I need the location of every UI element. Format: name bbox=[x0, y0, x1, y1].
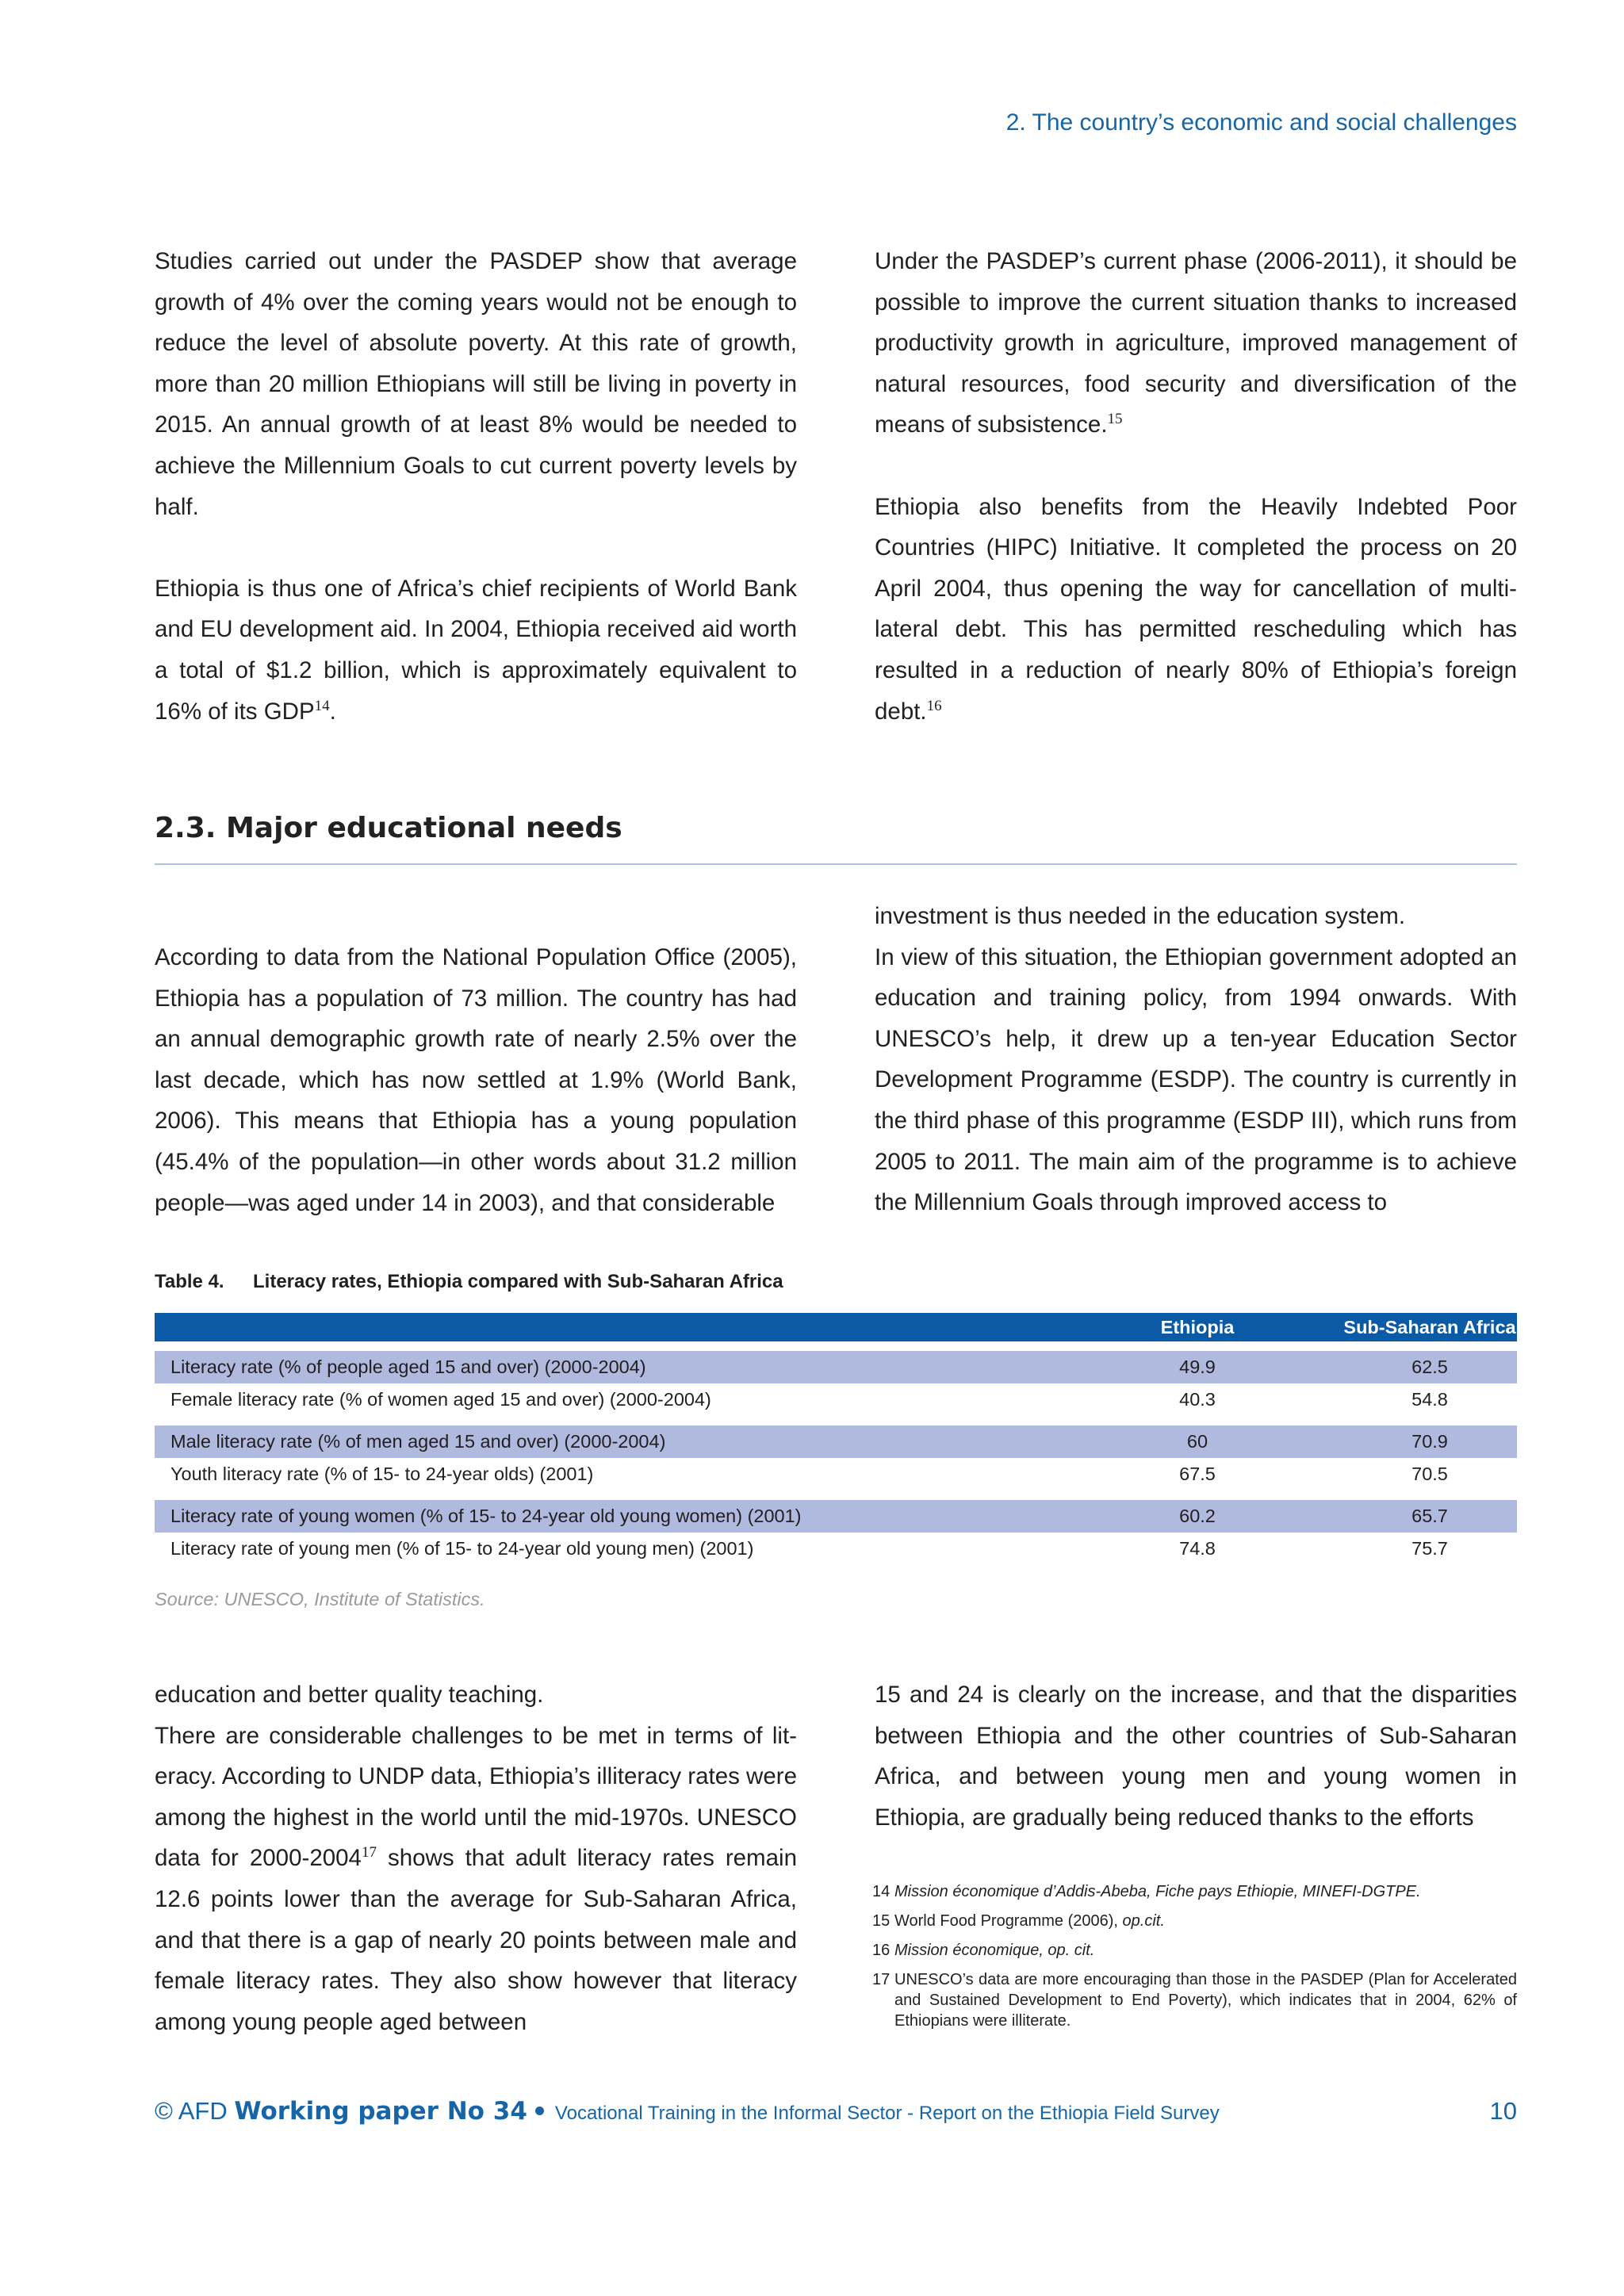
value-ethiopia: 60.2 bbox=[1179, 1506, 1216, 1526]
table-source: Source: UNESCO, Institute of Statistics. bbox=[155, 1589, 485, 1609]
table-row bbox=[155, 1458, 1517, 1490]
footnote-ref-16: 16 bbox=[926, 697, 942, 714]
footer-copyright: © AFD bbox=[155, 2097, 235, 2125]
table-row bbox=[155, 1425, 1517, 1458]
paragraph: 15 and 24 is clearly on the increase, and that the disparities between Ethiopia and the other countries of Sub-Saharan Africa, and between young men and young women in Ethiopia, are gradually being reduced thanks to the efforts bbox=[875, 1682, 1517, 1831]
value-sub-saharan-africa: 65.7 bbox=[1411, 1506, 1448, 1526]
table-header-row bbox=[155, 1313, 1517, 1341]
paragraph: Ethiopia also benefits from the Heavily Indebted Poor Countries (HIPC) Initiative. It completed the process on 20 April 2004, thus opening the way for cancellation of multilateral debt. This has permitted rescheduling which has resulted in a reduction of nearly 80% of Ethiopia’s foreign debt.$^{16}$ bbox=[875, 493, 1517, 725]
value-ethiopia: 67.5 bbox=[1179, 1464, 1216, 1484]
section-divider bbox=[155, 863, 1517, 865]
table-row bbox=[155, 1533, 1517, 1565]
page-number: 10 bbox=[1489, 2097, 1517, 2125]
row-label: Literacy rate of young men (% of 15- to 24-year old young men) (2001) bbox=[170, 1538, 754, 1559]
paragraph: In view of this situation, the Ethiopian government adopted an education and training policy, from 1994 onwards. With UNESCO’s help, it drew up a ten-year Education Sector Development Programme (ESDP). The country is currently in the third phase of this programme (ESDP III), which runs from 2005 to 2011. The main aim of the programme is to achieve the Millennium Goals through improved access to bbox=[875, 943, 1517, 1216]
footnote-ref-14: 14 bbox=[314, 697, 330, 714]
table-number: Table 4. bbox=[155, 1271, 224, 1292]
value-ethiopia: 74.8 bbox=[1179, 1538, 1216, 1559]
table-row bbox=[155, 1383, 1517, 1416]
paragraph: There are considerable challenges to be met in terms of literacy. According to UNDP data, Ethiopia’s illiteracy rates were among the highest in the world until the mid-1970s. UNESCO data for 2000-2004$^{17}$ shows that adult literacy rates remain 12.6 points lower than the average for Sub-Saharan Africa, and that there is a gap of nearly 20 points between male and female literacy rates. They also show however that literacy among young people aged between bbox=[155, 1722, 798, 2035]
value-ethiopia: 40.3 bbox=[1179, 1389, 1216, 1410]
footer-series-title: Working paper No 34 bbox=[234, 2097, 527, 2126]
literacy-table bbox=[155, 1313, 1517, 1565]
footnote-ref-15: 15 bbox=[1107, 411, 1123, 428]
value-sub-saharan-africa: 75.7 bbox=[1411, 1538, 1448, 1559]
footer-series bbox=[155, 2097, 1220, 2126]
column-left-bottom bbox=[155, 1674, 797, 2042]
bullet-icon bbox=[535, 2107, 544, 2115]
footnote-17: 17 UNESCO’s data are more encouraging than those in the PASDEP (Plan for Accelerated and Sustained Development to End Poverty), which indicates that in 2004, 62% of Ethiopians were illiterate. bbox=[872, 1971, 1517, 2030]
value-sub-saharan-africa: 54.8 bbox=[1411, 1389, 1448, 1410]
table-row bbox=[155, 1500, 1517, 1533]
column-header-sub-saharan-africa: Sub-Saharan Africa bbox=[1343, 1317, 1516, 1337]
paragraph: education and better quality teaching. bbox=[155, 1682, 544, 1708]
column-right-bottom bbox=[875, 1674, 1517, 1838]
row-label: Literacy rate of young women (% of 15- to 24-year old young women) (2001) bbox=[170, 1506, 802, 1526]
paragraph: According to data from the National Population Office (2005), Ethiopia has a population of 73 million. The country has had an annual demographic growth rate of nearly 2.5% over the last decade, which has now settled at 1.9% (World Bank, 2006). This means that Ethiopia has a young population (45.4% of the population—in other words about 31.2 million people—was aged under 14 in 2003), and that considerable bbox=[155, 944, 797, 1216]
footnote-16: 16 Mission économique, op. cit. bbox=[872, 1942, 1095, 1959]
footnote-14: 14 Mission économique d’Addis-Abeba, Fiche pays Ethiopie, MINEFI-DGTPE. bbox=[872, 1883, 1421, 1900]
value-sub-saharan-africa: 62.5 bbox=[1411, 1357, 1448, 1377]
section-heading: 2.3. Major educational needs bbox=[155, 812, 622, 844]
table-row bbox=[155, 1351, 1517, 1383]
value-ethiopia: 60 bbox=[1186, 1431, 1208, 1452]
paragraph: Studies carried out under the PASDEP show that average growth of 4% over the coming years would not be enough to reduce the level of absolute poverty. At this rate of growth, more than 20 million Ethiopians will still be living in poverty in 2015. An annual growth of at least 8% would be needed to achieve the Millennium Goals to cut current poverty levels by half. bbox=[155, 248, 797, 520]
footnote-15: 15 World Food Programme (2006), op.cit. bbox=[872, 1912, 1165, 1930]
row-label: Literacy rate (% of people aged 15 and over) (2000-2004) bbox=[170, 1357, 646, 1377]
value-ethiopia: 49.9 bbox=[1179, 1357, 1216, 1377]
table-title: Literacy rates, Ethiopia compared with Sub-Saharan Africa bbox=[253, 1271, 783, 1292]
column-right-middle bbox=[875, 896, 1517, 1223]
column-header-ethiopia: Ethiopia bbox=[1160, 1317, 1235, 1337]
column-left-middle bbox=[155, 937, 797, 1223]
row-label: Youth literacy rate (% of 15- to 24-year olds) (2001) bbox=[170, 1464, 594, 1484]
paragraph: investment is thus needed in the education system. bbox=[875, 903, 1406, 929]
column-left-top bbox=[155, 241, 797, 732]
footer-subtitle: Vocational Training in the Informal Sector - Report on the Ethiopia Field Survey bbox=[554, 2103, 1220, 2124]
row-label: Female literacy rate (% of women aged 15 and over) (2000-2004) bbox=[170, 1389, 711, 1410]
value-sub-saharan-africa: 70.9 bbox=[1411, 1431, 1448, 1452]
paragraph: Ethiopia is thus one of Africa’s chief recipients of World Bank and EU development aid. In 2004, Ethiopia received aid worth a total of $1.2 billion, which is approximately equivalent to 16% of its GDP$^{14}$. bbox=[155, 575, 797, 725]
column-right-top bbox=[875, 241, 1517, 732]
paragraph: Under the PASDEP’s current phase (2006-2011), it should be possible to improve the current situation thanks to increased productivity growth in agriculture, improved management of natural resources, food security and diversification of the means of subsistence.$^{15}$ bbox=[875, 248, 1517, 438]
row-label: Male literacy rate (% of men aged 15 and over) (2000-2004) bbox=[170, 1431, 666, 1452]
running-header: 2. The country’s economic and social challenges bbox=[1005, 109, 1517, 136]
footnote-ref-17: 17 bbox=[361, 1844, 377, 1862]
table-caption bbox=[155, 1271, 783, 1293]
value-sub-saharan-africa: 70.5 bbox=[1411, 1464, 1448, 1484]
footnotes bbox=[872, 1881, 1517, 2040]
page-footer bbox=[155, 2097, 1517, 2132]
